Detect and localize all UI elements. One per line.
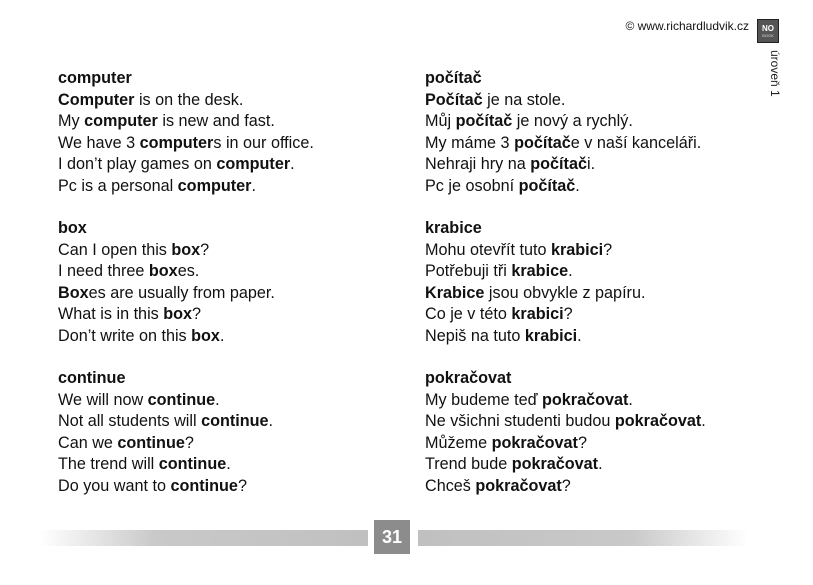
example-sentence (58, 476, 398, 498)
sentence-text: e v naší kanceláři. (570, 133, 702, 152)
logo-text-top: NO (762, 23, 774, 33)
page-number: 31 (374, 520, 410, 554)
sentence-text: Nepiš na tuto (425, 326, 525, 345)
highlighted-word: computer (139, 133, 214, 152)
vocab-entry (425, 68, 765, 197)
example-sentence (58, 90, 398, 112)
vocab-word: computer (58, 69, 132, 87)
sentence-text: My budeme teď (425, 390, 543, 409)
vocab-entry (58, 218, 398, 347)
highlighted-word: krabice (511, 262, 569, 280)
highlighted-word: continue (147, 390, 216, 409)
highlighted-word: box (148, 262, 178, 280)
example-sentence (425, 176, 765, 198)
sentence-text: i. (586, 155, 596, 173)
example-sentence (58, 111, 398, 133)
sentence-text: ? (563, 305, 573, 323)
sentence-text: My máme 3 (425, 133, 515, 152)
vocab-word: continue (58, 369, 126, 387)
sentence-text: Can we (58, 433, 118, 452)
highlighted-word: krabici (550, 240, 604, 259)
sentence-text: . (251, 176, 256, 195)
example-sentence (58, 433, 398, 455)
vocab-word: krabice (425, 219, 482, 237)
highlighted-word: Computer (58, 90, 135, 109)
example-sentence (425, 283, 765, 305)
sentence-text: Pc je osobní (425, 176, 519, 195)
example-sentence (425, 390, 765, 412)
level-label: úroveň 1 (768, 50, 782, 97)
vocab-entry (425, 218, 765, 347)
highlighted-word: počítač (518, 176, 576, 195)
sentence-text: je na stole. (482, 90, 566, 109)
example-sentence (425, 133, 765, 155)
sentence-text: What is in this (58, 305, 164, 323)
example-sentence (425, 411, 765, 433)
sentence-text: The trend will (58, 455, 159, 473)
example-sentence (425, 326, 765, 348)
example-sentence (58, 176, 398, 198)
footer-bar-left (40, 530, 368, 546)
nobook-logo (757, 19, 779, 43)
sentence-text: I don’t play games on (58, 155, 217, 173)
sentence-text: We have 3 (58, 133, 140, 152)
sentence-text: . (290, 155, 295, 173)
sentence-text: s in our office. (213, 133, 314, 152)
example-sentence (58, 390, 398, 412)
sentence-text: Ne všichni studenti budou (425, 412, 615, 430)
sentence-text: . (701, 412, 706, 430)
sentence-text: Nehraji hry na (425, 155, 531, 173)
example-sentence (425, 90, 765, 112)
sentence-text: . (577, 326, 582, 345)
example-sentence (425, 154, 765, 176)
highlighted-word: pokračovat (614, 412, 702, 430)
example-sentence (58, 304, 398, 326)
sentence-text: jsou obvykle z papíru. (484, 283, 646, 302)
vocab-entry (425, 368, 765, 497)
sentence-text: Co je v této (425, 305, 512, 323)
sentence-text: I need three (58, 262, 149, 280)
sentence-text: is on the desk. (134, 90, 244, 109)
highlighted-word: Počítač (425, 90, 483, 109)
sentence-text: . (568, 262, 573, 280)
example-sentence (58, 411, 398, 433)
sentence-text: es. (177, 262, 200, 280)
sentence-text: Trend bude (425, 455, 512, 473)
highlighted-word: Krabice (425, 283, 485, 302)
highlighted-word: pokračovat (475, 476, 562, 495)
sentence-text: Mohu otevřít tuto (425, 240, 551, 259)
example-sentence (425, 240, 765, 262)
highlighted-word: continue (117, 433, 185, 452)
sentence-text: ? (192, 305, 202, 323)
example-sentence (58, 283, 398, 305)
sentence-text: . (219, 326, 225, 345)
example-sentence (58, 326, 398, 348)
sentence-text: Můj (425, 112, 456, 130)
sentence-text: . (628, 390, 633, 409)
example-sentence (58, 133, 398, 155)
example-sentence (58, 454, 398, 476)
highlighted-word: pokračovat (542, 390, 629, 409)
sentence-text: ? (561, 476, 571, 495)
highlighted-word: počítač (514, 133, 571, 152)
website-url: © www.richardludvik.cz (625, 19, 749, 33)
sentence-text: ? (237, 476, 247, 495)
sentence-text: ? (577, 433, 587, 452)
sentence-text: My (58, 112, 85, 130)
sentence-text: . (598, 455, 603, 473)
highlighted-word: počítač (455, 112, 513, 130)
highlighted-word: krabici (511, 305, 564, 323)
sentence-text: ? (603, 240, 613, 259)
sentence-text: . (268, 412, 274, 430)
example-sentence (425, 476, 765, 498)
sentence-text: Can I open this (58, 240, 172, 259)
highlighted-word: Box (58, 283, 89, 302)
sentence-text: Potřebuji tři (425, 262, 512, 280)
english-column (58, 68, 398, 518)
highlighted-word: continue (158, 455, 227, 473)
highlighted-word: krabici (524, 326, 578, 345)
highlighted-word: box (191, 326, 220, 345)
sentence-text: Pc is a personal (58, 176, 178, 195)
example-sentence (425, 304, 765, 326)
example-sentence (425, 111, 765, 133)
czech-column (425, 68, 765, 518)
highlighted-word: computer (84, 112, 158, 130)
highlighted-word: box (163, 305, 193, 323)
vocab-entry (58, 68, 398, 197)
highlighted-word: computer (216, 155, 291, 173)
sentence-text: es are usually from paper. (88, 283, 275, 302)
sentence-text: Do you want to (58, 476, 171, 495)
highlighted-word: pokračovat (511, 455, 599, 473)
logo-text-bottom: BOOK (762, 32, 774, 38)
vocab-word: pokračovat (425, 369, 512, 387)
highlighted-word: počítač (530, 155, 587, 173)
vocab-word: počítač (425, 69, 482, 87)
highlighted-word: pokračovat (491, 433, 578, 452)
example-sentence (58, 261, 398, 283)
example-sentence (425, 433, 765, 455)
sentence-text: Don’t write on this (58, 326, 192, 345)
sentence-text: We will now (58, 390, 148, 409)
example-sentence (425, 261, 765, 283)
sentence-text: je nový a rychlý. (512, 112, 633, 130)
example-sentence (58, 240, 398, 262)
example-sentence (425, 454, 765, 476)
vocab-word: box (58, 219, 87, 237)
highlighted-word: computer (177, 176, 252, 195)
highlighted-word: box (171, 240, 201, 259)
sentence-text: Můžeme (425, 433, 492, 452)
sentence-text: . (575, 176, 580, 195)
sentence-text: ? (200, 240, 210, 259)
sentence-text: . (226, 455, 231, 473)
sentence-text: . (215, 390, 220, 409)
highlighted-word: continue (170, 476, 238, 495)
sentence-text: is new and fast. (157, 112, 275, 130)
footer-bar-right (418, 530, 748, 546)
example-sentence (58, 154, 398, 176)
sentence-text: ? (184, 433, 194, 452)
sentence-text: Not all students will (58, 412, 202, 430)
vocab-entry (58, 368, 398, 497)
sentence-text: Chceš (425, 476, 476, 495)
highlighted-word: continue (201, 412, 269, 430)
